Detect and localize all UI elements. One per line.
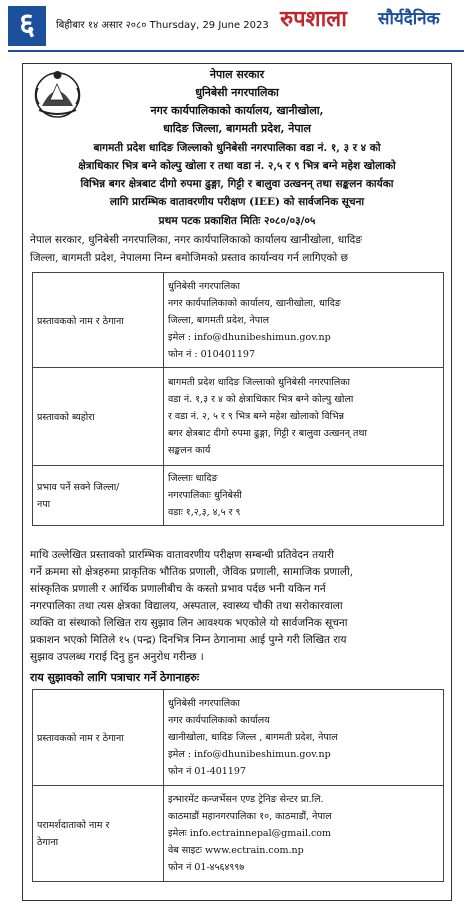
address-table [32, 689, 444, 882]
intro-line: जिल्ला, बागमती प्रदेश, नेपालमा निम्न बमोजिमको प्रस्ताव कार्यान्वय गर्न लागिएको छ [30, 252, 348, 264]
table-row [33, 273, 444, 368]
publish-date: प्रथम पटक प्रकाशित मितिः २०८०/०३/०५ [158, 215, 316, 227]
proposal-table [32, 272, 444, 526]
table-row [33, 466, 444, 526]
proposal-description-label: प्रस्तावको ब्यहोरा [33, 368, 164, 466]
consultant-label: परामर्शदाताको नाम र ठेगाना [33, 786, 164, 882]
proposer-details: धुनिबेसी नगरपालिका नगर कार्यपालिकाको कार्यालय, खानीखोला, धादिङ जिल्ला, बागमती प्रदेश, नेपाल इमेल : info@dhunibeshimun.gov.np फोन नं : 010401197 [164, 273, 444, 368]
consultant-address: इन्भारमेंट कन्जर्भेसन एण्ड ट्रेनिङ सेन्टर प्रा.लि. काठमाडौं महानगरपालिका १०, काठमाडौं, नेपाल इमेलः info.ectrainnepal@gmail.com वेब साइटः www.ectrain.com.np फोन नं 01-४५६४९९७ [164, 786, 444, 882]
notice-paragraph: माथि उल्लेखित प्रस्तावको प्रारम्भिक वातावरणीय परीक्षण सम्बन्धी प्रतिवेदन तयारी गर्ने क्रममा सो क्षेत्रहरुमा प्राकृतिक भौतिक प्रणाली, जैविक प्रणाली, सामाजिक प्रणाली, सांस्कृतिक प्रणाली र आर्थिक प्रणालीबीच के कस्तो प्रभाव पर्दछ भनी यकिन गर्न नगरपालिका तथा त्यस क्षेत्रका विद्यालय, अस्पताल, स्वास्थ्य चौकी तथा सरोकारवाला व्यक्ति वा संस्थाको लिखित राय सुझाव लिन आवश्यक भएकोले यो सार्वजनिक सूचना प्रकाशन भएको मितिले १५ (पन्द्र) दिनभित्र निम्न ठेगानामा आई पुग्ने गरी लिखित राय सुझाव उपलब्ध गराई दिनु हुन अनुरोध गरीन्छ । [30, 549, 354, 663]
table-row [33, 786, 444, 882]
notice-title-line: लागि प्रारम्भिक वातावरणीय परीक्षण (IEE) को सार्वजनिक सूचना [109, 196, 365, 208]
header-rule [8, 50, 464, 52]
page-number: ६ [8, 6, 46, 46]
affected-area-label: प्रभाव पर्ने सक्ने जिल्ला/ नपा [33, 466, 164, 526]
intro-line: नेपाल सरकार, धुनिबेसी नगरपालिका, नगर कार्यपालिकाको कार्यालय खानीखोला, धादिङ [30, 234, 362, 246]
address-heading: राय सुझावको लागि पत्राचार गर्ने ठेगानाहरुः [30, 671, 200, 684]
table-row [33, 368, 444, 466]
notice-title-line: विभिन्न बगर क्षेत्रबाट दीगो रुपमा ढुङ्गा, गिट्टी र बालुवा उत्खनन् तथा सङ्कलन कार्यका [80, 178, 394, 190]
newspaper-brand: सौर्यदैनिक [378, 9, 440, 29]
notice-district: धादिङ जिल्ला, बागमती प्रदेश, नेपाल [163, 122, 311, 135]
notice-title-line: क्षेत्राधिकार भित्र बग्ने कोल्पु खोला र तथा वडा नं. २,५ र ९ भित्र बग्ने महेश खोलाको [78, 160, 396, 172]
section-name: रुपशाला [280, 7, 347, 32]
dateline: बिहीबार १४ असार २०८० Thursday, 29 June 2023 [56, 20, 269, 31]
proposer-address: धुनिबेसी नगरपालिका नगर कार्यपालिकाको कार्यालय खानीखोला, धादिङ जिल्ल , बागमती प्रदेश, नेपाल इमेल : info@dhunibeshimun.gov.np फोन नं 01-401197 [164, 690, 444, 786]
proposer-label: प्रस्तावकको नाम र ठेगाना [33, 690, 164, 786]
notice-municipality: धुनिबेसी नगरपालिका [195, 86, 279, 99]
notice-org: नेपाल सरकार [209, 68, 265, 81]
notice-office: नगर कार्यपालिकाको कार्यालय, खानीखोला, [150, 104, 324, 117]
notice-title-line: बागमती प्रदेश धादिङ जिल्लाको धुनिबेसी नगरपालिका वडा नं. १, ३ र ४ को [93, 142, 381, 154]
table-row [33, 690, 444, 786]
proposer-label: प्रस्तावकको नाम र ठेगाना [33, 273, 164, 368]
proposal-description: बागमती प्रदेश धादिङ जिल्लाको धुनिबेसी नगरपालिका वडा नं. १,३ र ४ को क्षेत्राधिकार भित्र बग्ने कोल्पु खोला र वडा नं. २, ५ र ९ भित्र बग्ने महेश खोलाको विभिन्न बगर क्षेत्रबाट दीगो रुपमा ढुङ्गा, गिट्टी र बालुवा उत्खनन् तथा सङ्कलन कार्य [164, 368, 444, 466]
newspaper-header [0, 0, 471, 50]
affected-area: जिल्लाः धादिङ नगरपालिकाः धुनिबेसी वडाः १,२,३, ४,५ र ९ [164, 466, 444, 526]
